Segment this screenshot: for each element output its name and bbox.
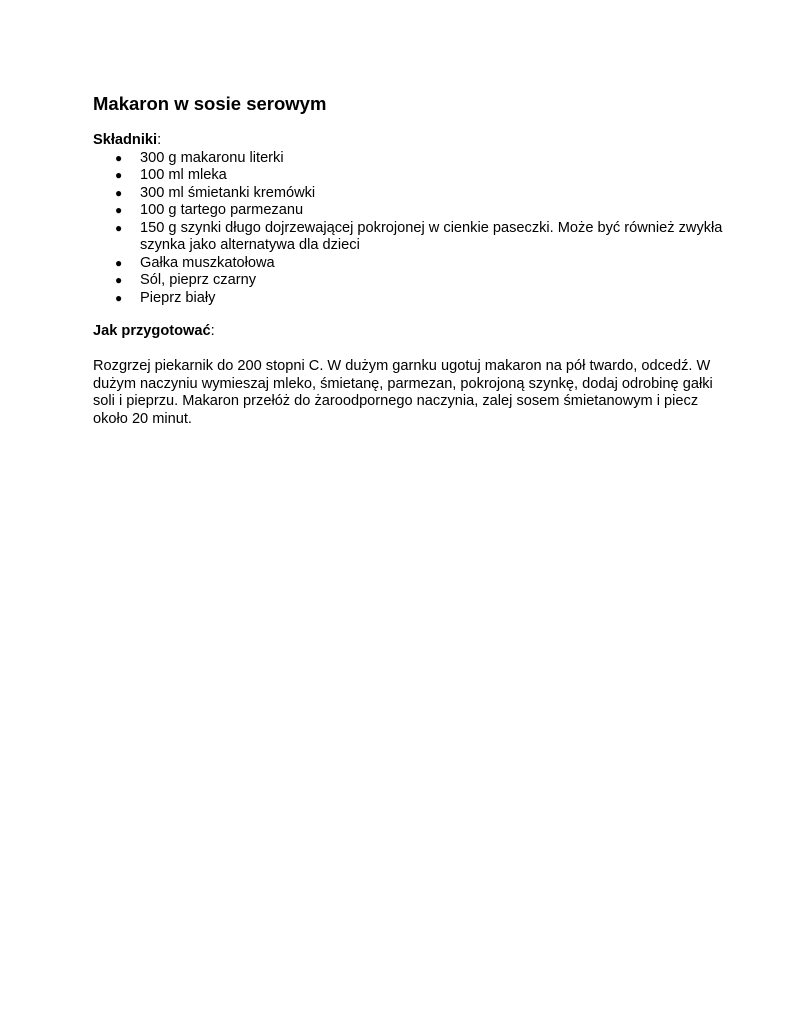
method-paragraph: Rozgrzej piekarnik do 200 stopni C. W dużym garnku ugotuj makaron na pół twardo, odcedź. W dużym naczyniu wymieszaj mleko, śmietanę, parmezan, pokrojoną szynkę, dodaj odrobinę gałki soli i pieprzu. Makaron przełóż do żaroodpornego naczynia, zalej sosem śmietanowym i piecz około 20 minut. bbox=[93, 358, 713, 427]
bullet-icon: ● bbox=[115, 273, 123, 287]
ingredient-text: 300 ml śmietanki kremówki bbox=[140, 184, 316, 201]
ingredient-item bbox=[93, 150, 723, 168]
ingredient-text: Sól, pieprz czarny bbox=[140, 272, 256, 288]
ingredient-text: 100 g tartego parmezanu bbox=[140, 202, 304, 218]
bullet-icon: ● bbox=[115, 168, 123, 182]
method-heading bbox=[93, 323, 723, 341]
ingredient-item bbox=[93, 167, 723, 185]
ingredient-item bbox=[93, 202, 723, 220]
ingredient-text: 150 g szynki długo dojrzewającej pokrojonej w cienkie paseczki. Może być również zwykła szynka jako alternatywa dla dzieci bbox=[140, 219, 723, 253]
bullet-icon: ● bbox=[115, 255, 123, 270]
ingredient-text: Pieprz biały bbox=[140, 289, 216, 306]
method-heading-colon: : bbox=[210, 323, 215, 339]
bullet-icon: ● bbox=[115, 203, 123, 217]
ingredient-text: Gałka muszkatołowa bbox=[140, 254, 275, 271]
ingredient-item bbox=[93, 220, 723, 255]
ingredient-text: 100 ml mleka bbox=[140, 167, 227, 183]
ingredient-item bbox=[93, 185, 723, 203]
ingredient-item bbox=[93, 255, 723, 273]
ingredient-text: 300 g makaronu literki bbox=[140, 149, 284, 166]
section-spacer bbox=[93, 307, 723, 323]
ingredients-heading-colon: : bbox=[157, 132, 162, 148]
ingredient-item bbox=[93, 272, 723, 290]
bullet-icon: ● bbox=[115, 220, 123, 235]
method-heading-label: Jak przygotować bbox=[93, 323, 211, 339]
ingredients-heading bbox=[93, 132, 723, 150]
ingredients-list bbox=[93, 150, 723, 308]
recipe-title: Makaron w sosie serowym bbox=[93, 93, 327, 114]
section-spacer bbox=[93, 341, 723, 359]
document-content bbox=[93, 93, 723, 428]
bullet-icon: ● bbox=[115, 185, 123, 200]
ingredients-heading-label: Składniki bbox=[93, 132, 158, 148]
bullet-icon: ● bbox=[115, 290, 123, 305]
bullet-icon: ● bbox=[115, 150, 123, 165]
ingredient-item bbox=[93, 290, 723, 308]
